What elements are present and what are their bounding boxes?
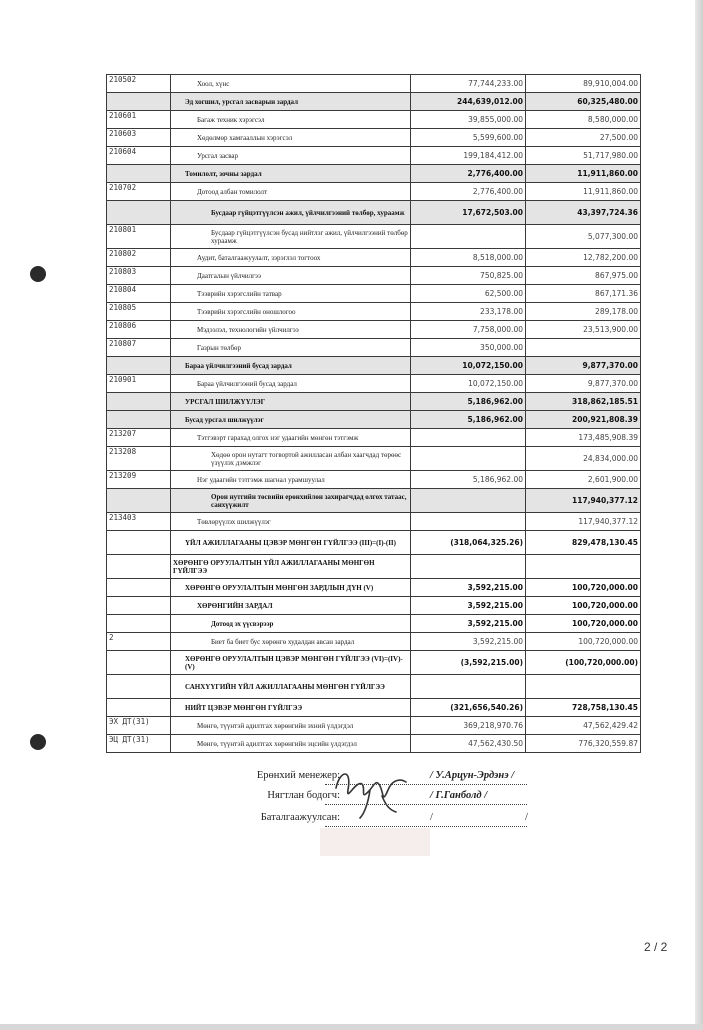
account-name-cell: Тээврийн хэрэгслийн оношлогоо (171, 303, 411, 321)
account-name-cell: Төвлөрүүлэх шилжүүлэг (171, 513, 411, 531)
current-year-value-cell: 17,672,503.00 (411, 201, 526, 225)
current-year-value-cell: (318,064,325.26) (411, 531, 526, 555)
verified-label: Баталгаажуулсан: (260, 812, 340, 823)
account-code-cell (107, 531, 171, 555)
account-code-cell: 210806 (107, 321, 171, 339)
current-year-value-cell: 77,744,233.00 (411, 75, 526, 93)
current-year-value-cell (411, 513, 526, 531)
previous-year-value-cell: 47,562,429.42 (526, 717, 641, 735)
table-row (107, 597, 641, 615)
account-code-cell (107, 201, 171, 225)
previous-year-value-cell: 100,720,000.00 (526, 615, 641, 633)
table-row (107, 357, 641, 375)
previous-year-value-cell: 289,178.00 (526, 303, 641, 321)
account-name-cell: Бусад урсгал шилжүүлэг (171, 411, 411, 429)
account-code-cell: 210807 (107, 339, 171, 357)
account-code-cell: ЭЦ ДТ(31) (107, 735, 171, 753)
current-year-value-cell: 10,072,150.00 (411, 375, 526, 393)
page-edge-bottom (0, 1024, 703, 1030)
account-name-cell: Урсгал засвар (171, 147, 411, 165)
cash-flow-table (106, 74, 641, 753)
signature-row-accountant (200, 790, 540, 810)
punch-hole (30, 734, 46, 750)
previous-year-value-cell: 9,877,370.00 (526, 357, 641, 375)
previous-year-value-cell: 23,513,900.00 (526, 321, 641, 339)
previous-year-value-cell: 11,911,860.00 (526, 165, 641, 183)
previous-year-value-cell: 12,782,200.00 (526, 249, 641, 267)
table-row (107, 393, 641, 411)
account-name-cell: ХӨРӨНГӨ ОРУУЛАЛТЫН ЦЭВЭР МӨНГӨН ГҮЙЛГЭЭ (VI)=(IV)-(V) (171, 651, 411, 675)
account-name-cell: Бараа үйлчилгээний бусад зардал (171, 357, 411, 375)
previous-year-value-cell: 5,077,300.00 (526, 225, 641, 249)
previous-year-value-cell: 117,940,377.12 (526, 513, 641, 531)
current-year-value-cell (411, 225, 526, 249)
current-year-value-cell: 3,592,215.00 (411, 579, 526, 597)
table-row (107, 513, 641, 531)
previous-year-value-cell: 27,500.00 (526, 129, 641, 147)
account-name-cell: САНХҮҮГИЙН ҮЙЛ АЖИЛЛАГААНЫ МӨНГӨН ГҮЙЛГЭЭ (171, 675, 411, 699)
table-row (107, 615, 641, 633)
previous-year-value-cell: 117,940,377.12 (526, 489, 641, 513)
current-year-value-cell (411, 429, 526, 447)
table-row (107, 699, 641, 717)
account-code-cell: 213208 (107, 447, 171, 471)
account-name-cell: ХӨРӨНГӨ ОРУУЛАЛТЫН МӨНГӨН ЗАРДЛЫН ДҮН (V) (171, 579, 411, 597)
account-code-cell (107, 357, 171, 375)
account-code-cell: 210805 (107, 303, 171, 321)
table-row (107, 651, 641, 675)
previous-year-value-cell: 728,758,130.45 (526, 699, 641, 717)
page-number: 2 / 2 (644, 940, 668, 954)
previous-year-value-cell: (100,720,000.00) (526, 651, 641, 675)
table-row (107, 579, 641, 597)
signature-row-manager (200, 770, 540, 790)
previous-year-value-cell: 776,320,559.87 (526, 735, 641, 753)
table-row (107, 429, 641, 447)
account-code-cell (107, 579, 171, 597)
previous-year-value-cell: 100,720,000.00 (526, 579, 641, 597)
current-year-value-cell (411, 447, 526, 471)
account-code-cell (107, 651, 171, 675)
account-code-cell: ЭХ ДТ(31) (107, 717, 171, 735)
current-year-value-cell: 3,592,215.00 (411, 615, 526, 633)
current-year-value-cell: 7,758,000.00 (411, 321, 526, 339)
previous-year-value-cell: 43,397,724.36 (526, 201, 641, 225)
table-row (107, 111, 641, 129)
account-code-cell (107, 597, 171, 615)
account-name-cell: Мэдээлэл, технологийн үйлчилгээ (171, 321, 411, 339)
current-year-value-cell: 47,562,430.50 (411, 735, 526, 753)
table-row (107, 267, 641, 285)
current-year-value-cell: (321,656,540.26) (411, 699, 526, 717)
account-code-cell: 213403 (107, 513, 171, 531)
account-name-cell: Мөнгө, түүнтэй адилтгах хөрөнгийн эхний үлдэгдэл (171, 717, 411, 735)
previous-year-value-cell: 24,834,000.00 (526, 447, 641, 471)
account-code-cell (107, 699, 171, 717)
account-code-cell: 210803 (107, 267, 171, 285)
table-row (107, 531, 641, 555)
accountant-label: Нягтлан бодогч: (267, 790, 340, 801)
signature-line (325, 784, 527, 785)
account-code-cell: 210804 (107, 285, 171, 303)
table-row (107, 735, 641, 753)
current-year-value-cell: 244,639,012.00 (411, 93, 526, 111)
account-name-cell: Хөдөө орон нутагт тогвортой ажилласан албан хаагчдад төрөөс үзүүлэх дэмжлэг (171, 447, 411, 471)
page-edge (695, 0, 703, 1030)
account-code-cell: 210702 (107, 183, 171, 201)
previous-year-value-cell: 318,862,185.51 (526, 393, 641, 411)
current-year-value-cell: 369,218,970.76 (411, 717, 526, 735)
current-year-value-cell: 199,184,412.00 (411, 147, 526, 165)
account-code-cell: 213209 (107, 471, 171, 489)
account-name-cell: Эд хогшил, урсгал засварын зардал (171, 93, 411, 111)
current-year-value-cell: 8,518,000.00 (411, 249, 526, 267)
account-code-cell: 210601 (107, 111, 171, 129)
account-code-cell (107, 489, 171, 513)
table-row (107, 201, 641, 225)
table-row (107, 321, 641, 339)
account-code-cell: 210802 (107, 249, 171, 267)
account-code-cell (107, 393, 171, 411)
previous-year-value-cell (526, 339, 641, 357)
current-year-value-cell: 3,592,215.00 (411, 633, 526, 651)
current-year-value-cell: 350,000.00 (411, 339, 526, 357)
account-code-cell: 213207 (107, 429, 171, 447)
previous-year-value-cell (526, 675, 641, 699)
stamp-residue (320, 828, 430, 856)
previous-year-value-cell: 2,601,900.00 (526, 471, 641, 489)
previous-year-value-cell: 11,911,860.00 (526, 183, 641, 201)
current-year-value-cell: 39,855,000.00 (411, 111, 526, 129)
account-name-cell: Даатгалын үйлчилгээ (171, 267, 411, 285)
account-name-cell: Дотоод албан томилолт (171, 183, 411, 201)
account-code-cell (107, 93, 171, 111)
account-code-cell (107, 411, 171, 429)
account-name-cell: Дотоод эх үүсвэрээр (171, 615, 411, 633)
account-code-cell: 2 (107, 633, 171, 651)
previous-year-value-cell: 51,717,980.00 (526, 147, 641, 165)
account-name-cell: Бараа үйлчилгээний бусад зардал (171, 375, 411, 393)
previous-year-value-cell: 60,325,480.00 (526, 93, 641, 111)
table-row (107, 285, 641, 303)
signature-line (325, 826, 527, 827)
account-code-cell (107, 615, 171, 633)
signature-row-verified (200, 812, 540, 832)
current-year-value-cell: 5,186,962.00 (411, 471, 526, 489)
current-year-value-cell: 2,776,400.00 (411, 183, 526, 201)
account-name-cell: ҮЙЛ АЖИЛЛАГААНЫ ЦЭВЭР МӨНГӨН ГҮЙЛГЭЭ (III)=(I)-(II) (171, 531, 411, 555)
manager-label: Ерөнхий менежер: (256, 770, 340, 781)
current-year-value-cell: 2,776,400.00 (411, 165, 526, 183)
account-code-cell (107, 165, 171, 183)
current-year-value-cell: 5,186,962.00 (411, 411, 526, 429)
account-name-cell: ХӨРӨНГӨ ОРУУЛАЛТЫН ҮЙЛ АЖИЛЛАГААНЫ МӨНГӨН ГҮЙЛГЭЭ (171, 555, 411, 579)
previous-year-value-cell (526, 555, 641, 579)
previous-year-value-cell: 829,478,130.45 (526, 531, 641, 555)
current-year-value-cell: 5,599,600.00 (411, 129, 526, 147)
table-row (107, 147, 641, 165)
account-code-cell (107, 555, 171, 579)
account-code-cell: 210901 (107, 375, 171, 393)
account-name-cell: НИЙТ ЦЭВЭР МӨНГӨН ГҮЙЛГЭЭ (171, 699, 411, 717)
manager-name: / У.Арцун-Эрдэнэ / (430, 770, 515, 781)
account-name-cell: Орон нутгийн төсвийн ерөнхийлөн захирагчдад олгох татаас, санхүүжилт (171, 489, 411, 513)
previous-year-value-cell: 173,485,908.39 (526, 429, 641, 447)
table-row (107, 165, 641, 183)
table-row (107, 303, 641, 321)
table-row (107, 489, 641, 513)
current-year-value-cell: 10,072,150.00 (411, 357, 526, 375)
table-row (107, 183, 641, 201)
punch-hole (30, 266, 46, 282)
table-row (107, 717, 641, 735)
previous-year-value-cell: 867,975.00 (526, 267, 641, 285)
account-name-cell: Биет ба биет бус хөрөнгө худалдан авсан зардал (171, 633, 411, 651)
current-year-value-cell: 3,592,215.00 (411, 597, 526, 615)
slash-right: / (525, 812, 528, 823)
current-year-value-cell (411, 675, 526, 699)
account-code-cell: 210502 (107, 75, 171, 93)
previous-year-value-cell: 8,580,000.00 (526, 111, 641, 129)
accountant-name: / Г.Ганболд / (430, 790, 488, 801)
previous-year-value-cell: 100,720,000.00 (526, 633, 641, 651)
table-row (107, 129, 641, 147)
table-row (107, 225, 641, 249)
account-code-cell: 210801 (107, 225, 171, 249)
table-row (107, 471, 641, 489)
table-row (107, 375, 641, 393)
current-year-value-cell (411, 489, 526, 513)
table-row (107, 555, 641, 579)
previous-year-value-cell: 89,910,004.00 (526, 75, 641, 93)
table-row (107, 93, 641, 111)
signature-line (325, 804, 527, 805)
account-name-cell: Мөнгө, түүнтэй адилтгах хөрөнгийн эцсийн үлдэгдэл (171, 735, 411, 753)
account-name-cell: Хөдөлмөр хамгааллын хэрэгсэл (171, 129, 411, 147)
account-name-cell: Томилолт, зочны зардал (171, 165, 411, 183)
account-name-cell: Бусдаар гүйцэтгүүлсэн бусад нийтлэг ажил, үйлчилгээний төлбөр хураамж (171, 225, 411, 249)
account-name-cell: Аудит, баталгаажуулалт, зэрэглэл тогтоох (171, 249, 411, 267)
current-year-value-cell (411, 555, 526, 579)
previous-year-value-cell: 9,877,370.00 (526, 375, 641, 393)
table-row (107, 411, 641, 429)
account-code-cell: 210603 (107, 129, 171, 147)
account-name-cell: Бусдаар гүйцэтгүүлсэн ажил, үйлчилгээний төлбөр, хураамж (171, 201, 411, 225)
current-year-value-cell: 5,186,962.00 (411, 393, 526, 411)
account-code-cell: 210604 (107, 147, 171, 165)
account-name-cell: Тэтгэвэрт гарахад олгох нэг удаагийн мөнгөн тэтгэмж (171, 429, 411, 447)
current-year-value-cell: (3,592,215.00) (411, 651, 526, 675)
account-code-cell (107, 675, 171, 699)
table-row (107, 633, 641, 651)
previous-year-value-cell: 200,921,808.39 (526, 411, 641, 429)
table-row (107, 339, 641, 357)
current-year-value-cell: 62,500.00 (411, 285, 526, 303)
table-row (107, 447, 641, 471)
account-name-cell: Тээврийн хэрэгслийн татвар (171, 285, 411, 303)
account-name-cell: УРСГАЛ ШИЛЖҮҮЛЭГ (171, 393, 411, 411)
current-year-value-cell: 750,825.00 (411, 267, 526, 285)
account-name-cell: Нэг удаагийн тэтгэмж шагнал урамшуулал (171, 471, 411, 489)
account-name-cell: ХӨРӨНГИЙН ЗАРДАЛ (171, 597, 411, 615)
table-row (107, 675, 641, 699)
previous-year-value-cell: 100,720,000.00 (526, 597, 641, 615)
table-row (107, 249, 641, 267)
account-name-cell: Хоол, хүнс (171, 75, 411, 93)
account-name-cell: Багаж техник хэрэгсэл (171, 111, 411, 129)
account-name-cell: Газрын төлбөр (171, 339, 411, 357)
slash-left: / (430, 812, 433, 823)
previous-year-value-cell: 867,171.36 (526, 285, 641, 303)
table-row (107, 75, 641, 93)
table-body (107, 75, 641, 753)
current-year-value-cell: 233,178.00 (411, 303, 526, 321)
